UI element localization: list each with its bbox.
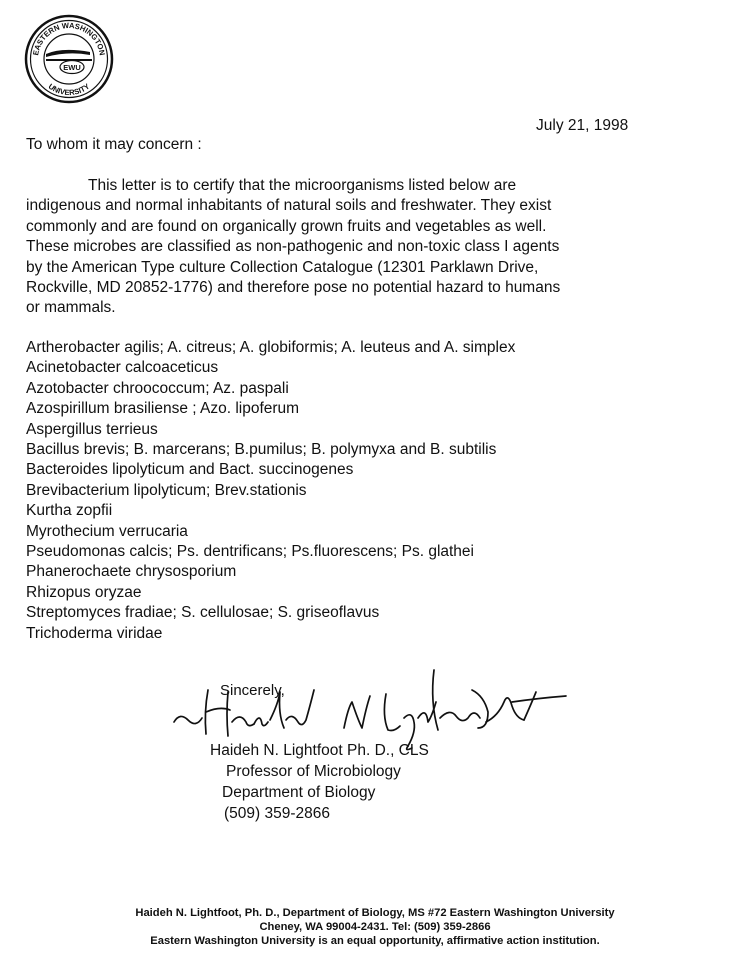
signatory-details (210, 740, 429, 824)
list-item: Myrothecium verrucaria (26, 522, 188, 540)
footer-eoe-line: Eastern Washington University is an equal opportunity, affirmative action institution. (150, 935, 600, 947)
microorganism-list (26, 338, 515, 644)
paragraph-line: Rockville, MD 20852-1776) and therefore pose no potential hazard to humans (26, 279, 561, 297)
list-item: Rhizopus oryzae (26, 583, 142, 601)
footer-contact-line: Cheney, WA 99004-2431. Tel: (509) 359-2866 (259, 921, 491, 933)
list-item: Acinetobacter calcoaceticus (26, 359, 219, 377)
signature-block (168, 662, 588, 752)
paragraph-line: or mammals. (26, 299, 116, 317)
list-item: Azotobacter chroococcum; Az. paspali (26, 379, 289, 397)
list-item: Artherobacter agilis; A. citreus; A. globiformis; A. leuteus and A. simplex (26, 339, 516, 356)
paragraph-line: by the American Type culture Collection Catalogue (12301 Parklawn Drive, (26, 258, 539, 276)
closing: Sincerely, (220, 682, 285, 699)
signatory-phone: (509) 359-2866 (224, 805, 330, 822)
list-item: Aspergillus terrieus (26, 420, 158, 438)
list-item: Bacteroides lipolyticum and Bact. succinogenes (26, 461, 354, 479)
paragraph-line: indigenous and normal inhabitants of natural soils and freshwater. They exist (26, 197, 552, 215)
list-item: Trichoderma viridae (26, 624, 163, 642)
svg-text:UNIVERSITY: UNIVERSITY (46, 81, 92, 98)
paragraph-line: This letter is to certify that the microorganisms listed below are (88, 177, 517, 194)
list-item: Bacillus brevis; B. marcerans; B.pumilus; B. polymyxa and B. subtilis (26, 441, 497, 459)
footer-address-line: Haideh N. Lightfoot, Ph. D., Department of Biology, MS #72 Eastern Washington University (135, 907, 615, 919)
list-item: Kurtha zopfii (26, 502, 113, 520)
letter-date: July 21, 1998 (536, 117, 629, 134)
signatory-department: Department of Biology (222, 784, 376, 801)
svg-text:EWU: EWU (63, 63, 81, 72)
list-item: Pseudomonas calcis; Ps. dentrificans; Ps.fluorescens; Ps. glathei (26, 543, 474, 561)
paragraph-line: These microbes are classified as non-pathogenic and non-toxic class I agents (26, 238, 560, 256)
list-item: Azospirillum brasiliense ; Azo. lipoferum (26, 400, 300, 418)
list-item: Brevibacterium lipolyticum; Brev.stationis (26, 481, 307, 499)
university-seal-logo (24, 14, 114, 104)
svg-text:EASTERN WASHINGTON: EASTERN WASHINGTON (31, 20, 107, 57)
signatory-name: Haideh N. Lightfoot Ph. D., CLS (210, 742, 429, 759)
list-item: Phanerochaete chrysosporium (26, 563, 237, 581)
signatory-title: Professor of Microbiology (226, 763, 401, 780)
handwritten-signature (168, 662, 588, 752)
salutation: To whom it may concern : (26, 136, 202, 153)
paragraph-line: commonly and are found on organically grown fruits and vegetables as well. (26, 217, 547, 235)
list-item: Streptomyces fradiae; S. cellulosae; S. griseoflavus (26, 604, 380, 622)
letterhead-footer (0, 906, 750, 948)
certification-paragraph (26, 176, 726, 319)
